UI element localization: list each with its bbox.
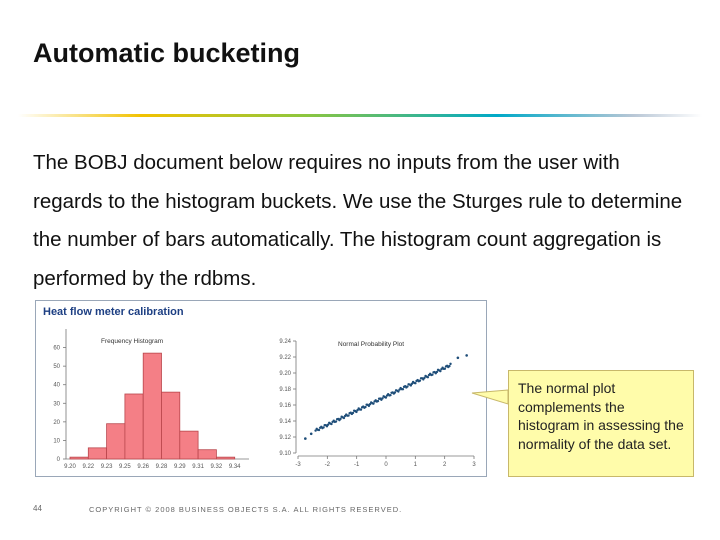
normal-plot-x-tick-label: -3 xyxy=(295,462,301,468)
normal-plot-y-tick-label: 9.16 xyxy=(279,403,291,409)
normal-plot-x-tick-label: 3 xyxy=(472,462,476,468)
histogram-x-tick-label: 9.32 xyxy=(210,464,223,470)
normal-plot-y-tick-label: 9.10 xyxy=(279,451,291,457)
histogram-x-tick-label: 9.31 xyxy=(192,464,204,470)
histogram-y-tick-label: 30 xyxy=(53,401,60,408)
histogram-y-tick-label: 20 xyxy=(53,419,60,426)
histogram-x-tick-label: 9.28 xyxy=(155,464,168,470)
normal-plot-x-tick-label: -1 xyxy=(353,462,360,468)
normal-plot-label: Normal Probability Plot xyxy=(338,341,405,348)
histogram-y-tick-label: 60 xyxy=(53,345,60,352)
histogram-x-tick-label: 9.25 xyxy=(119,464,131,470)
normal-plot-x-tick-label: 1 xyxy=(413,462,418,468)
histogram-y-tick-label: 10 xyxy=(53,438,60,445)
copyright-notice: COPYRIGHT © 2008 BUSINESS OBJECTS S.A. ALL RIGHTS RESERVED. xyxy=(89,505,403,514)
callout-note: The normal plot complements the histogram in assessing the normality of the data set. xyxy=(508,370,694,477)
slide-body-text: The BOBJ document below requires no inputs from the user with regards to the histogram buckets. We use the Sturges rule to determine the number of bars automatically. The histogram count aggregation is performed by the rdbms. xyxy=(33,151,683,290)
slide-title: Automatic bucketing xyxy=(33,38,301,68)
histogram-x-tick-label: 9.26 xyxy=(137,464,150,470)
histogram-x-tick-label: 9.20 xyxy=(64,464,76,470)
histogram-label: Frequency Histogram xyxy=(101,338,164,345)
page-number: 44 xyxy=(33,504,42,513)
normal-plot-y-tick-label: 9.14 xyxy=(279,419,291,425)
histogram-x-tick-label: 9.34 xyxy=(228,464,241,470)
normal-plot-x-tick-label: -2 xyxy=(324,462,331,468)
histogram-x-tick-label: 9.22 xyxy=(82,464,95,470)
histogram-y-tick-label: 50 xyxy=(53,364,60,371)
normal-plot-y-tick-label: 9.18 xyxy=(279,387,291,393)
normal-plot-y-tick-label: 9.22 xyxy=(279,355,291,361)
histogram-y-tick-label: 0 xyxy=(56,457,60,463)
normal-plot-y-tick-label: 9.12 xyxy=(279,435,291,441)
normal-plot-y-tick-label: 9.24 xyxy=(279,339,291,345)
histogram-x-tick-label: 9.29 xyxy=(173,464,186,470)
normal-plot-y-tick-label: 9.20 xyxy=(279,371,291,377)
report-title: Heat flow meter calibration xyxy=(43,306,184,318)
normal-plot-x-tick-label: 2 xyxy=(442,462,447,468)
histogram-y-tick-label: 40 xyxy=(53,382,60,389)
histogram-x-tick-label: 9.23 xyxy=(100,464,113,470)
normal-plot-x-tick-label: 0 xyxy=(384,462,388,468)
